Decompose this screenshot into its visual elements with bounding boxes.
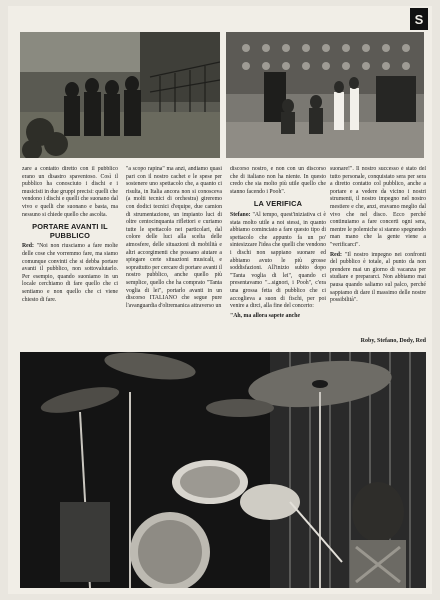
subheading-portare-avanti: PORTARE AVANTI IL PUBBLICO — [32, 222, 108, 240]
article-column-2 — [126, 166, 222, 348]
paragraph-text: "Noi non riusciamo a fare molte delle cose che vorremmo fare, ma siamo comunque convinti che si debba portare avanti il pubblico, non sottovalutarlo. Per esempio, quando suoniamo in un locale cerchiamo di fare quello che ci sentiamo e non quello che ci viene chiesto di fare. — [22, 243, 118, 303]
paragraph — [22, 243, 118, 304]
drummer-photo — [20, 352, 426, 588]
paragraph-bold: "Ah, ma allora sapete anche — [230, 312, 301, 319]
article-signature: Roby, Stefano, Dody, Red — [360, 338, 426, 344]
paragraph-text: "Il nostro impegno nei confronti del pubblico è totale, al punto da non prendere mai un giorno di vacanza per studiare e prepararci. Non abbiamo mai pausa quando saliamo sul palco, perché sappiamo di dare il massimo delle nostre possibilità". — [330, 251, 426, 304]
band-stage-photo — [226, 32, 424, 158]
section-mark — [410, 8, 428, 30]
paragraph — [330, 252, 426, 305]
paragraph — [230, 212, 326, 311]
paragraph: zare a contatto diretto con il pubblico erano un disastro spaventoso. Così il pubblico ha conosciuto i dischi e i musicisti in due gruppi precisi: quelli che vendono i dischi e quelli che suonano dal vivo e quelli che suonano e basta, ma nessuno si chiede quello che ascolta. — [22, 166, 118, 218]
paragraph: "a scopo rapina" ma anzi, andiamo quasi pari con il nostro cachet e le spese per sostenere uno spettacolo che, a quanto ci risulta, in Italia ancora non si conosceva (a molti tecnici di orchestra) gireremo con dodici tecnici d'equipe, due camion di strumentazione, un impianto luci di oltre centocinquanta riflettori e curiamo tutte le spettacolo nei particolari, dal colore delle luci alla scelta delle atmosfere, delle situazioni di mobilità e altri accorgimenti che possano aiutare a spiegare certe situazioni musicali, e soprattutto per cercare di portare avanti il nostro pubblico, anche quello più semplice, quello che ha comprato "Tanta voglia di lei", portarlo avanti in un discorso ITALIANO che segue pure l'avanguardia d'oltremanica attraverso un — [126, 166, 222, 309]
magazine-page — [8, 6, 432, 594]
article-column-3 — [230, 166, 326, 348]
speaker-label: Red: — [330, 251, 342, 258]
speaker-label: Red: — [22, 243, 34, 250]
speaker-label: Stefano: — [230, 211, 251, 218]
band-outdoor-photo — [20, 32, 220, 158]
paragraph: discorso nostro, e non con un discorso che di italiano non ha niente. In questo credo che sia molto più utile quello che stanno facendo i Pooh". — [230, 166, 326, 195]
subheading-la-verifica: LA VERIFICA — [253, 199, 303, 209]
section-mark-letter: S — [414, 11, 424, 27]
paragraph: suonare!". Il nostro successo è stato del tutto personale, conquistato sera per sera a diretto contatto col pubblico, anche a portare e a vedere da vicino i nostri strumenti, il nostro impegno nel nostro mestiere e che, anzi, eravamo meglio dal vivo che nel disco. Ecco perché continuiamo a fare concerti ogni sera, mentre le polemiche si stanno spegnendo man mano che la gente viene a "verificarci". — [330, 166, 426, 248]
article-column-1 — [22, 166, 118, 348]
paragraph-text: "Al tempo, quest'iniziativa ci è stata molto utile a noi stessi, in quanto abbiamo cominciato a fare questo tipo di spettacolo che appunto fa un po' sintesizzare l'idea che quelli che vendono i dischi non sappiano suonare ed abbiamo avuto le più grosse soddisfazioni. All'inizio subito dopo "Tanta voglia di lei", quando ci presentavamo "...signori, i Pooh", c'era una grossa fetta di pubblico che ci accoglieva a suon di fischi, per poi venire a dirci, alla fine del concerto: — [230, 211, 326, 310]
article-column-4 — [330, 166, 426, 338]
